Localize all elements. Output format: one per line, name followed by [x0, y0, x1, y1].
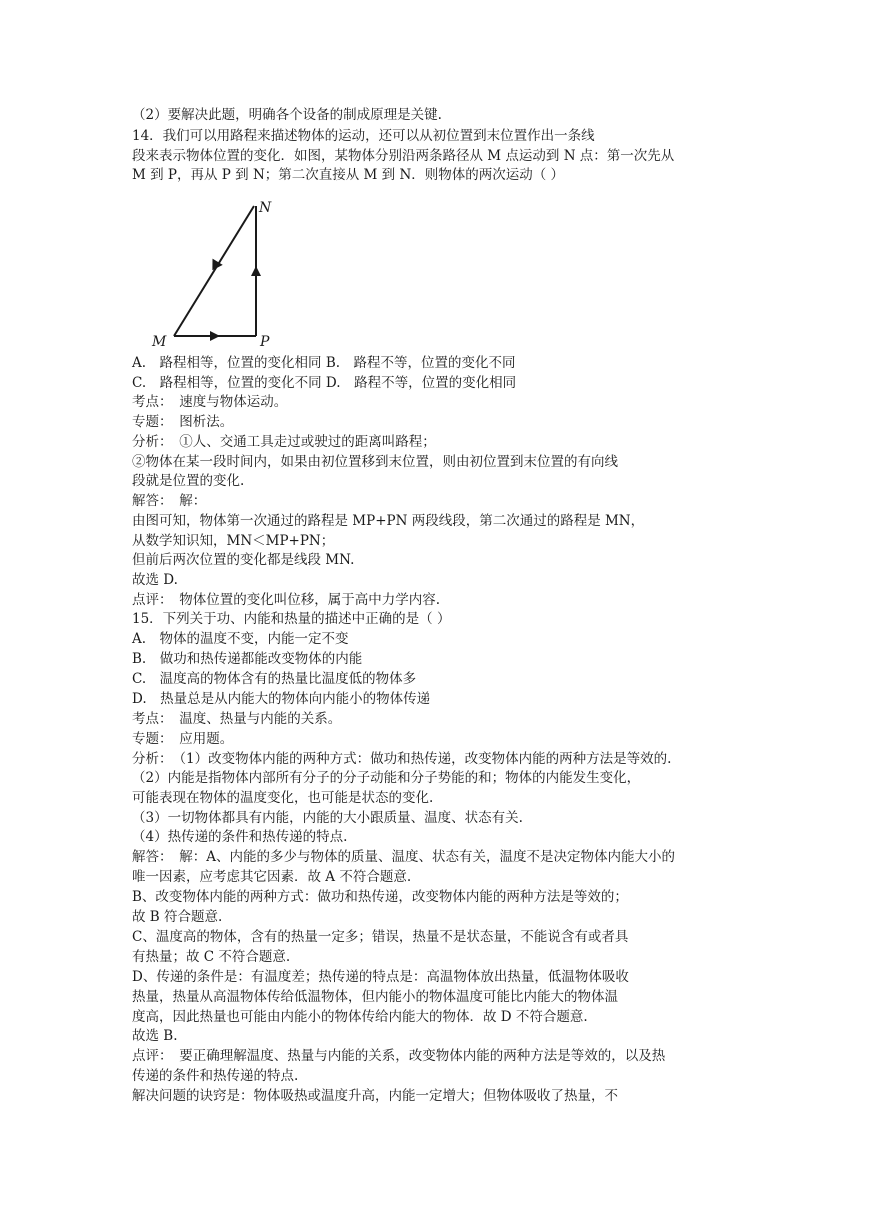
- text-line: 专题： 图析法。: [132, 414, 234, 430]
- option-b: B. 做功和热传递都能改变物体的内能: [132, 651, 363, 667]
- text-line: 分析： （1）改变物体内能的两种方式：做功和热传递，改变物体内能的两种方法是等效的.: [132, 751, 672, 767]
- text-line: 解决问题的诀窍是：物体吸热或温度升高，内能一定增大；但物体吸收了热量，不: [132, 1088, 618, 1104]
- path-diagram: [150, 196, 278, 350]
- label-p: P: [260, 334, 270, 350]
- text-line: 段就是位置的变化.: [132, 473, 245, 489]
- text-line: 热量，热量从高温物体传给低温物体，但内能小的物体温度可能比内能大的物体温: [132, 989, 618, 1005]
- option-row: C. 路程相等，位置的变化不同 D. 路程不等，位置的变化相同: [132, 375, 517, 391]
- text-line: 点评： 要正确理解温度、热量与内能的关系，改变物体内能的两种方法是等效的，以及热: [132, 1048, 666, 1064]
- text-line: 唯一因素，应考虑其它因素．故 A 不符合题意.: [132, 869, 412, 885]
- text-line: 故选 B.: [132, 1028, 178, 1044]
- segment-mn: [174, 206, 254, 336]
- text-line: C、温度高的物体，含有的热量一定多；错误，热量不是状态量，不能说含有或者具: [132, 929, 629, 945]
- text-line: 考点： 温度、热量与内能的关系。: [132, 711, 342, 727]
- text-line: M 到 P，再从 P 到 N；第二次直接从 M 到 N．则物体的两次运动（ ）: [132, 167, 565, 183]
- question-14-stem: 14．我们可以用路程来描述物体的运动，还可以从初位置到末位置作出一条线: [132, 128, 595, 144]
- text-line: 传递的条件和热传递的特点.: [132, 1068, 299, 1084]
- text-line: （2）内能是指物体内部所有分子的分子动能和分子势能的和；物体的内能发生变化，: [132, 770, 641, 786]
- label-n: N: [259, 200, 272, 216]
- text-line: 解答： 解：: [132, 493, 207, 509]
- text-line: 段来表示物体位置的变化．如图，某物体分别沿两条路径从 M 点运动到 N 点：第一次先从: [132, 148, 675, 164]
- text-line: （2）要解决此题，明确各个设备的制成原理是关键.: [132, 107, 442, 123]
- text-line: 从数学知识知，MN＜MP+PN；: [132, 533, 335, 549]
- question-15-stem: 15．下列关于功、内能和热量的描述中正确的是（ ）: [132, 611, 451, 627]
- text-line: （3）一切物体都具有内能，内能的大小跟质量、温度、状态有关.: [132, 810, 523, 826]
- text-line: 但前后两次位置的变化都是线段 MN.: [132, 552, 355, 568]
- arrow-mp: [210, 331, 220, 341]
- text-line: 考点： 速度与物体运动。: [132, 394, 288, 410]
- text-line: 专题： 应用题。: [132, 731, 234, 747]
- option-row: A. 路程相等，位置的变化相同 B. 路程不等，位置的变化不同: [132, 355, 516, 371]
- text-line: B、改变物体内能的两种方式：做功和热传递，改变物体内能的两种方法是等效的；: [132, 889, 628, 905]
- text-line: 解答： 解：A、内能的多少与物体的质量、温度、状态有关，温度不是决定物体内能大小的: [132, 849, 675, 865]
- arrow-pn: [251, 266, 261, 276]
- text-line: 分析： ①人、交通工具走过或驶过的距离叫路程；: [132, 434, 436, 450]
- text-line: D、传递的条件是：有温度差；热传递的特点是：高温物体放出热量，低温物体吸收: [132, 969, 629, 985]
- option-c: C. 温度高的物体含有的热量比温度低的物体多: [132, 671, 417, 687]
- label-m: M: [152, 334, 167, 350]
- text-line: （4）热传递的条件和热传递的特点.: [132, 829, 348, 845]
- option-d: D. 热量总是从内能大的物体向内能小的物体传递: [132, 691, 431, 707]
- text-line: 可能表现在物体的温度变化，也可能是状态的变化.: [132, 790, 434, 806]
- text-line: 由图可知，物体第一次通过的路程是 MP+PN 两段线段，第二次通过的路程是 MN，: [132, 513, 645, 529]
- text-line: 故选 D.: [132, 572, 178, 588]
- text-line: 有热量；故 C 不符合题意.: [132, 949, 291, 965]
- text-line: 点评： 物体位置的变化叫位移，属于高中力学内容.: [132, 592, 441, 608]
- text-line: ②物体在某一段时间内，如果由初位置移到末位置，则由初位置到末位置的有向线: [132, 454, 618, 470]
- text-line: 度高，因此热量也可能由内能小的物体传给内能大的物体．故 D 不符合题意.: [132, 1009, 588, 1025]
- text-line: 故 B 符合题意.: [132, 909, 223, 925]
- option-a: A. 物体的温度不变，内能一定不变: [132, 631, 349, 647]
